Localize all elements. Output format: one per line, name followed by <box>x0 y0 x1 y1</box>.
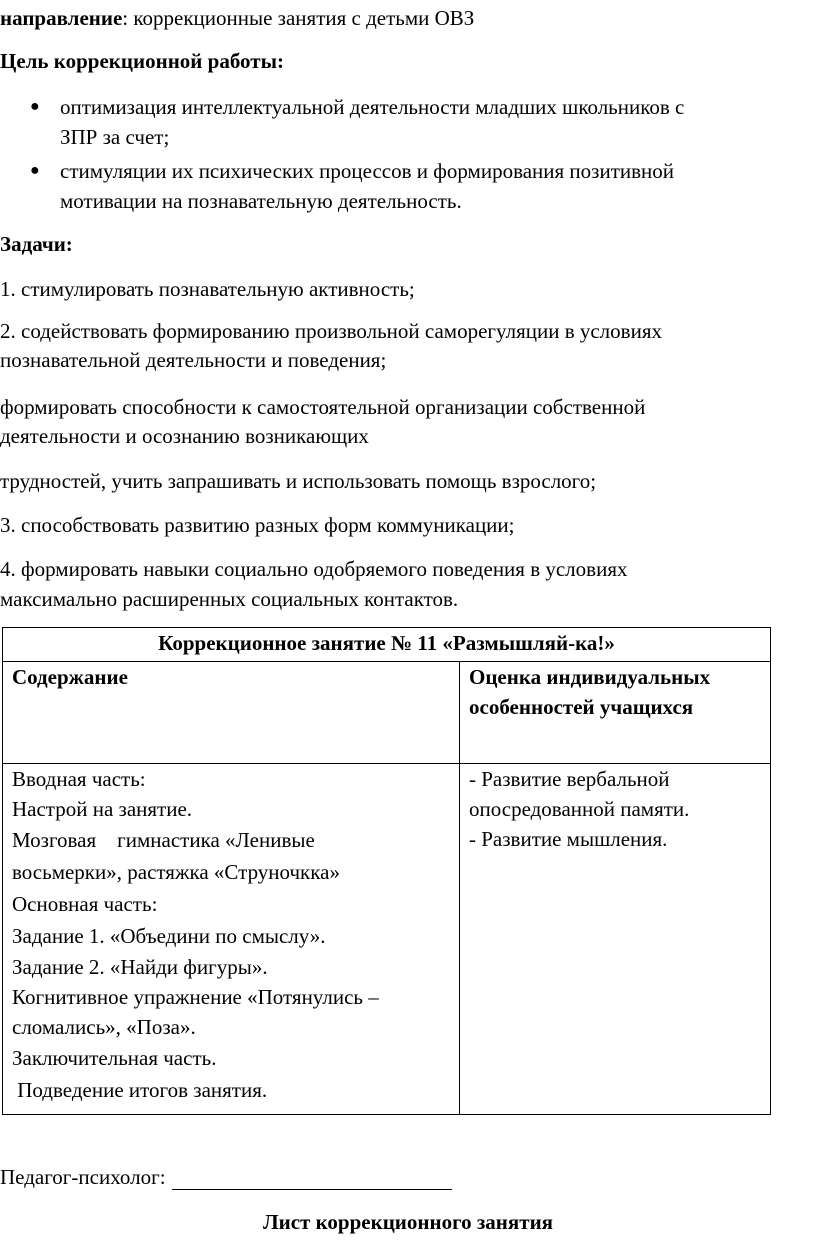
evaluation-line: - Развитие мышления. <box>469 827 668 851</box>
signature-label: Педагог-психолог: <box>0 1165 166 1189</box>
goal-bullet-line: стимуляции их психических процессов и формирования позитивной <box>60 159 675 183</box>
signature-blank <box>172 1167 452 1190</box>
header-evaluation <box>460 662 771 764</box>
content-line: Заключительная часть. <box>12 1046 217 1070</box>
goal-bullet-line: ЗПР за счет; <box>60 125 170 149</box>
goal-bullet-line: оптимизация интеллектуальной деятельности младших школьников с <box>60 95 685 119</box>
task-line: 3. способствовать развитию разных форм коммуникации; <box>0 513 515 537</box>
header-evaluation-line: Оценка индивидуальных <box>469 665 711 689</box>
signature-line <box>0 1165 452 1190</box>
header-content: Содержание <box>3 662 460 764</box>
table-title: Коррекционное занятие № 11 «Размышляй-ка!» <box>3 628 771 662</box>
content-line: восьмерки», растяжка «Струночкка» <box>12 860 340 884</box>
content-line: Задание 2. «Найди фигуры». <box>12 955 268 979</box>
content-line: Настрой на занятие. <box>12 797 193 821</box>
footer-title: Лист коррекционного занятия <box>262 1210 554 1234</box>
evaluation-cell <box>460 764 771 1115</box>
direction-line <box>0 4 474 32</box>
table-row <box>3 764 771 1115</box>
goal-bullet-list <box>0 92 684 216</box>
task-line: трудностей, учить запрашивать и использовать помощь взрослого; <box>0 469 597 493</box>
direction-label: направление <box>0 6 123 30</box>
content-line: сломались», «Поза». <box>12 1015 196 1039</box>
lesson-table <box>2 627 771 1115</box>
content-cell <box>3 764 460 1115</box>
content-line: Подведение итогов занятия. <box>12 1078 268 1102</box>
goal-heading: Цель коррекционной работы: <box>0 49 284 73</box>
content-line: Мозговая гимнастика «Ленивые <box>12 828 315 852</box>
direction-separator: : <box>122 6 129 30</box>
task-line: познавательной деятельности и поведения; <box>0 348 387 372</box>
task-line: 4. формировать навыки социально одобряемого поведения в условиях <box>0 557 628 581</box>
task-line: 1. стимулировать познавательную активность; <box>0 277 415 301</box>
goal-bullet-item <box>0 92 684 152</box>
bullet-icon: ● <box>30 98 40 115</box>
bullet-icon: ● <box>30 162 40 179</box>
task-line: максимально расширенных социальных контактов. <box>0 587 459 611</box>
task-line: формировать способности к самостоятельной организации собственной <box>0 395 646 419</box>
table-title-row <box>3 628 771 662</box>
header-evaluation-line: особенностей учащихся <box>469 695 694 719</box>
content-line: Вводная часть: <box>12 767 146 791</box>
tasks-heading: Задачи: <box>0 232 73 256</box>
content-line: Задание 1. «Объедини по смыслу». <box>12 924 326 948</box>
evaluation-line: опосредованной памяти. <box>469 797 690 821</box>
content-line: Основная часть: <box>12 892 158 916</box>
table-header-row <box>3 662 771 764</box>
content-line: Когнитивное упражнение «Потянулись – <box>12 985 379 1009</box>
task-line: деятельности и осознанию возникающих <box>0 424 369 448</box>
evaluation-line: - Развитие вербальной <box>469 767 670 791</box>
goal-bullet-item <box>0 156 684 216</box>
goal-bullet-line: мотивации на познавательную деятельность. <box>60 189 462 213</box>
task-line: 2. содействовать формированию произвольной саморегуляции в условиях <box>0 319 662 343</box>
direction-value: коррекционные занятия с детьми ОВЗ <box>128 6 475 30</box>
